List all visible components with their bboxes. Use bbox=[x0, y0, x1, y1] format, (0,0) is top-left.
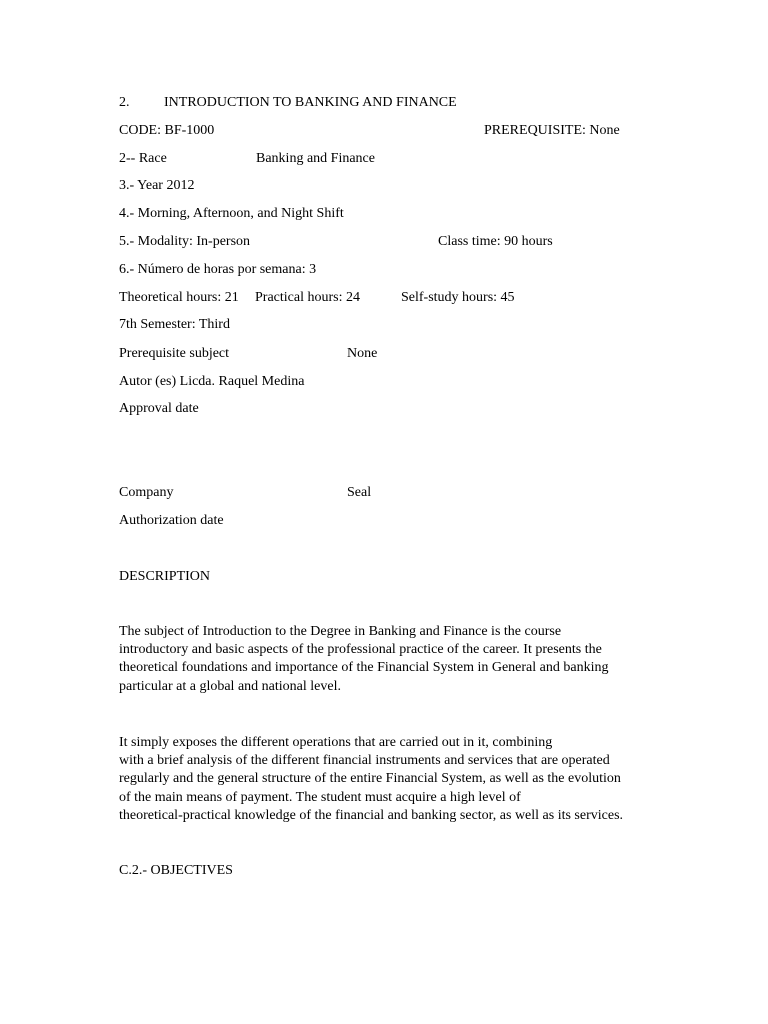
objectives-heading: C.2.- OBJECTIVES bbox=[119, 863, 233, 878]
description-paragraph-2 bbox=[119, 734, 699, 825]
description-heading: DESCRIPTION bbox=[119, 569, 211, 584]
race-label: 2-- Race bbox=[119, 151, 167, 166]
year: 3.- Year 2012 bbox=[119, 178, 195, 193]
semester: 7th Semester: Third bbox=[119, 317, 230, 332]
paragraph-line: with a brief analysis of the different financial instruments and services that are operated bbox=[119, 753, 610, 769]
course-code: CODE: BF-1000 bbox=[119, 123, 215, 138]
section-title: INTRODUCTION TO BANKING AND FINANCE bbox=[164, 95, 457, 110]
practical-hours: Practical hours: 24 bbox=[255, 290, 360, 305]
paragraph-line: theoretical-practical knowledge of the financial and banking sector, as well as its services. bbox=[119, 807, 624, 823]
class-time: Class time: 90 hours bbox=[438, 234, 553, 249]
prerequisite-subject-value: None bbox=[347, 346, 378, 361]
seal-label: Seal bbox=[347, 485, 372, 500]
approval-date: Approval date bbox=[119, 401, 199, 416]
theoretical-hours: Theoretical hours: 21 bbox=[119, 290, 239, 305]
description-paragraph-1 bbox=[119, 623, 699, 696]
section-number: 2. bbox=[119, 95, 130, 110]
paragraph-line: The subject of Introduction to the Degree in Banking and Finance is the course bbox=[119, 624, 562, 639]
modality: 5.- Modality: In-person bbox=[119, 234, 251, 249]
paragraph-line: theoretical foundations and importance of the Financial System in General and banking bbox=[119, 660, 609, 676]
race-value: Banking and Finance bbox=[256, 151, 375, 166]
paragraph-line: particular at a global and national level. bbox=[119, 678, 341, 694]
shift: 4.- Morning, Afternoon, and Night Shift bbox=[119, 206, 344, 221]
paragraph-line: regularly and the general structure of the entire Financial System, as well as the evolution bbox=[119, 771, 621, 787]
prerequisite-subject-label: Prerequisite subject bbox=[119, 346, 230, 361]
paragraph-line: of the main means of payment. The student must acquire a high level of bbox=[119, 789, 521, 805]
prerequisite-top: PREREQUISITE: None bbox=[484, 123, 620, 138]
self-study-hours: Self-study hours: 45 bbox=[401, 290, 515, 305]
author: Autor (es) Licda. Raquel Medina bbox=[119, 374, 305, 389]
paragraph-line: introductory and basic aspects of the professional practice of the career. It presents the bbox=[119, 642, 602, 658]
paragraph-line: It simply exposes the different operations that are carried out in it, combining bbox=[119, 735, 553, 750]
company-label: Company bbox=[119, 485, 174, 500]
authorization-date: Authorization date bbox=[119, 513, 224, 528]
hours-per-week: 6.- Número de horas por semana: 3 bbox=[119, 262, 317, 277]
